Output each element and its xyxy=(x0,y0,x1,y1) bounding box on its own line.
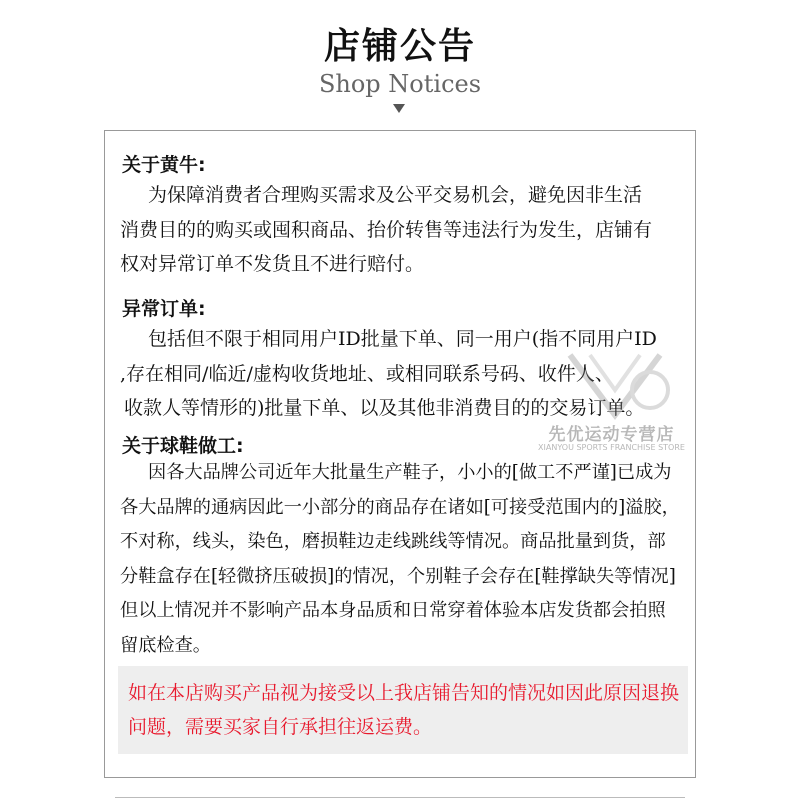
section-title-scalpers: 关于黄牛: xyxy=(122,154,206,176)
watermark-store-name-en: XIANYOU SPORTS FRANCHISE STORE xyxy=(538,443,685,452)
text-line: 各大品牌的通病因此一小部分的商品存在诸如[可接受范围内的]溢胶， xyxy=(120,496,680,518)
return-policy-notice xyxy=(118,666,688,754)
text-line: 收款人等情形的)批量下单、以及其他非消费目的的交易订单。 xyxy=(124,397,645,419)
section-title-workmanship: 关于球鞋做工: xyxy=(122,435,244,457)
text-line: 为保障消费者合理购买需求及公平交易机会，避免因非生活 xyxy=(148,184,643,206)
section-title-abnormal-orders: 异常订单: xyxy=(122,298,206,320)
page-subtitle: Shop Notices xyxy=(318,70,482,98)
notice-line: 问题，需要买家自行承担往返运费。 xyxy=(128,716,433,738)
down-arrow-icon xyxy=(393,104,405,113)
text-line: 消费目的的购买或囤积商品、抬价转售等违法行为发生，店铺有 xyxy=(120,218,653,241)
notice-line: 如在本店购买产品视为接受以上我店铺告知的情况如因此原因退换 xyxy=(128,682,680,704)
text-line: 但以上情况并不影响产品本身品质和日常穿着体验本店发货都会拍照 xyxy=(120,600,666,621)
text-line: 分鞋盒存在[轻微挤压破损]的情况，个别鞋子会存在[鞋撑缺失等情况] xyxy=(120,565,676,587)
text-line: 权对异常订单不发货且不进行赔付。 xyxy=(120,253,425,275)
bottom-divider xyxy=(115,797,685,798)
text-line: 包括但不限于相同用户ID批量下单、同一用户(指不同用户ID xyxy=(148,328,657,350)
section-body-workmanship xyxy=(120,456,685,663)
text-line: ,存在相同/临近/虚构收货地址、或相同联系号码、收件人、 xyxy=(120,362,614,385)
text-line: 不对称，线头，染色，磨损鞋边走线跳线等情况。商品批量到货，部 xyxy=(120,531,666,552)
watermark-store-name: 先优运动专营店 xyxy=(548,425,675,445)
text-line: 因各大品牌公司近年大批量生产鞋子，小小的[做工不严谨]已成为 xyxy=(148,462,672,483)
page-title: 店铺公告 xyxy=(323,26,476,67)
section-body-scalpers xyxy=(120,178,685,282)
text-line: 留底检查。 xyxy=(120,634,211,656)
